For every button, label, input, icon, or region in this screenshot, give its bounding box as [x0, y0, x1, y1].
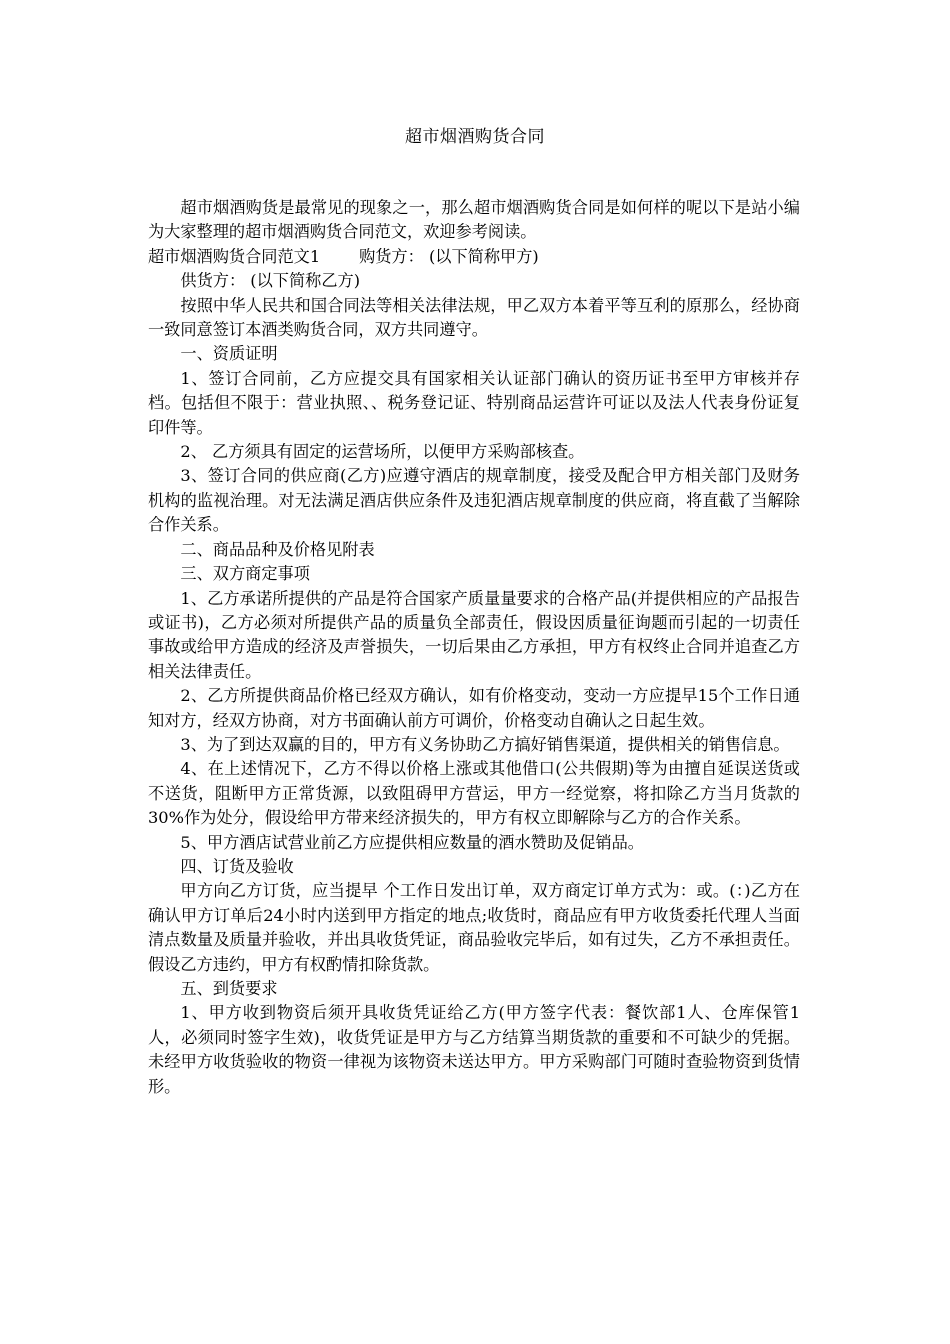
buyer-line: 购货方： (以下简称甲方) [359, 246, 539, 266]
section-1-paragraph-2: 2、 乙方须具有固定的运营场所，以便甲方采购部核查。 [180, 442, 585, 462]
section-3-paragraph-3: 3、为了到达双赢的目的，甲方有义务协助乙方搞好销售渠道，提供相关的销售信息。 [180, 734, 790, 754]
intro-paragraph: 超市烟酒购货是最常见的现象之一，那么超市烟酒购货合同是如何样的呢以下是站小编为大家整理的超市烟酒购货合同范文，欢迎参考阅读。 [148, 198, 800, 242]
section-4-paragraph-1: 甲方向乙方订货，应当提早 个工作日发出订单，双方商定订单方式为：或。(：)乙方在确认甲方订单后24小时内送到甲方指定的地点;收货时，商品应有甲方收货委托代理人当面清点数量及质量并验收，并出具收货凭证，商品验收完毕后，如有过失，乙方不承担责任。假设乙方违约，甲方有权酌情扣除货款。 [148, 881, 800, 974]
section-4-heading: 四、订货及验收 [180, 856, 294, 876]
preamble-paragraph: 按照中华人民共和国合同法等相关法律法规，甲乙双方本着平等互利的原那么，经协商一致同意签订本酒类购货合同，双方共同遵守。 [148, 295, 800, 340]
section-3-paragraph-5: 5、甲方酒店试营业前乙方应提供相应数量的酒水赞助及促销品。 [180, 832, 644, 852]
section-1-heading: 一、资质证明 [180, 344, 278, 364]
supplier-line: 供货方： (以下简称乙方) [180, 271, 361, 291]
section-3-paragraph-4: 4、在上述情况下，乙方不得以价格上涨或其他借口(公共假期)等为由擅自延误送货或不送货，阻断甲方正常货源，以致阻碍甲方营运，甲方一经觉察，将扣除乙方当月货款的30%作为处分，假设给甲方带来经济损失的，甲方有权立即解除与乙方的合作关系。 [148, 759, 800, 828]
section-5-paragraph-1: 1、甲方收到物资后须开具收货凭证给乙方(甲方签字代表：餐饮部1人、仓库保管1人，必须同时签字生效)，收货凭证是甲方与乙方结算当期货款的重要和不可缺少的凭据。未经甲方收货验收的物资一律视为该物资未送达甲方。甲方采购部门可随时查验物资到货情形。 [148, 1003, 800, 1096]
sample-heading-line [148, 245, 800, 269]
section-1-paragraph-1: 1、签订合同前，乙方应提交具有国家相关认证部门确认的资历证书至甲方审核并存档。包括但不限于：营业执照、、税务登记证、特别商品运营许可证以及法人代表身份证复印件等。 [148, 368, 800, 437]
section-3-heading: 三、双方商定事项 [180, 564, 310, 584]
section-1-paragraph-3: 3、签订合同的供应商(乙方)应遵守酒店的规章制度，接受及配合甲方相关部门及财务机构的监视治理。对无法满足酒店供应条件及违犯酒店规章制度的供应商，将直截了当解除合作关系。 [148, 466, 800, 535]
section-3-paragraph-2: 2、乙方所提供商品价格已经双方确认，如有价格变动，变动一方应提早15个工作日通知对方，经双方协商，对方书面确认前方可调价，价格变动自确认之日起生效。 [148, 686, 800, 730]
sample-heading: 超市烟酒购货合同范文1 [148, 246, 321, 266]
section-3-paragraph-1: 1、乙方承诺所提供的产品是符合国家产质量量要求的合格产品(并提供相应的产品报告或证书)，乙方必须对所提供产品的质量负全部责任，假设因质量征询题而引起的一切责任事故或给甲方造成的经济及声誉损失，一切后果由乙方承担，甲方有权终止合同并追查乙方相关法律责任。 [148, 588, 800, 681]
section-5-heading: 五、到货要求 [180, 979, 278, 998]
document-title: 超市烟酒购货合同 [405, 127, 545, 147]
section-2-heading: 二、商品品种及价格见附表 [180, 539, 375, 559]
document-body [148, 196, 800, 1099]
